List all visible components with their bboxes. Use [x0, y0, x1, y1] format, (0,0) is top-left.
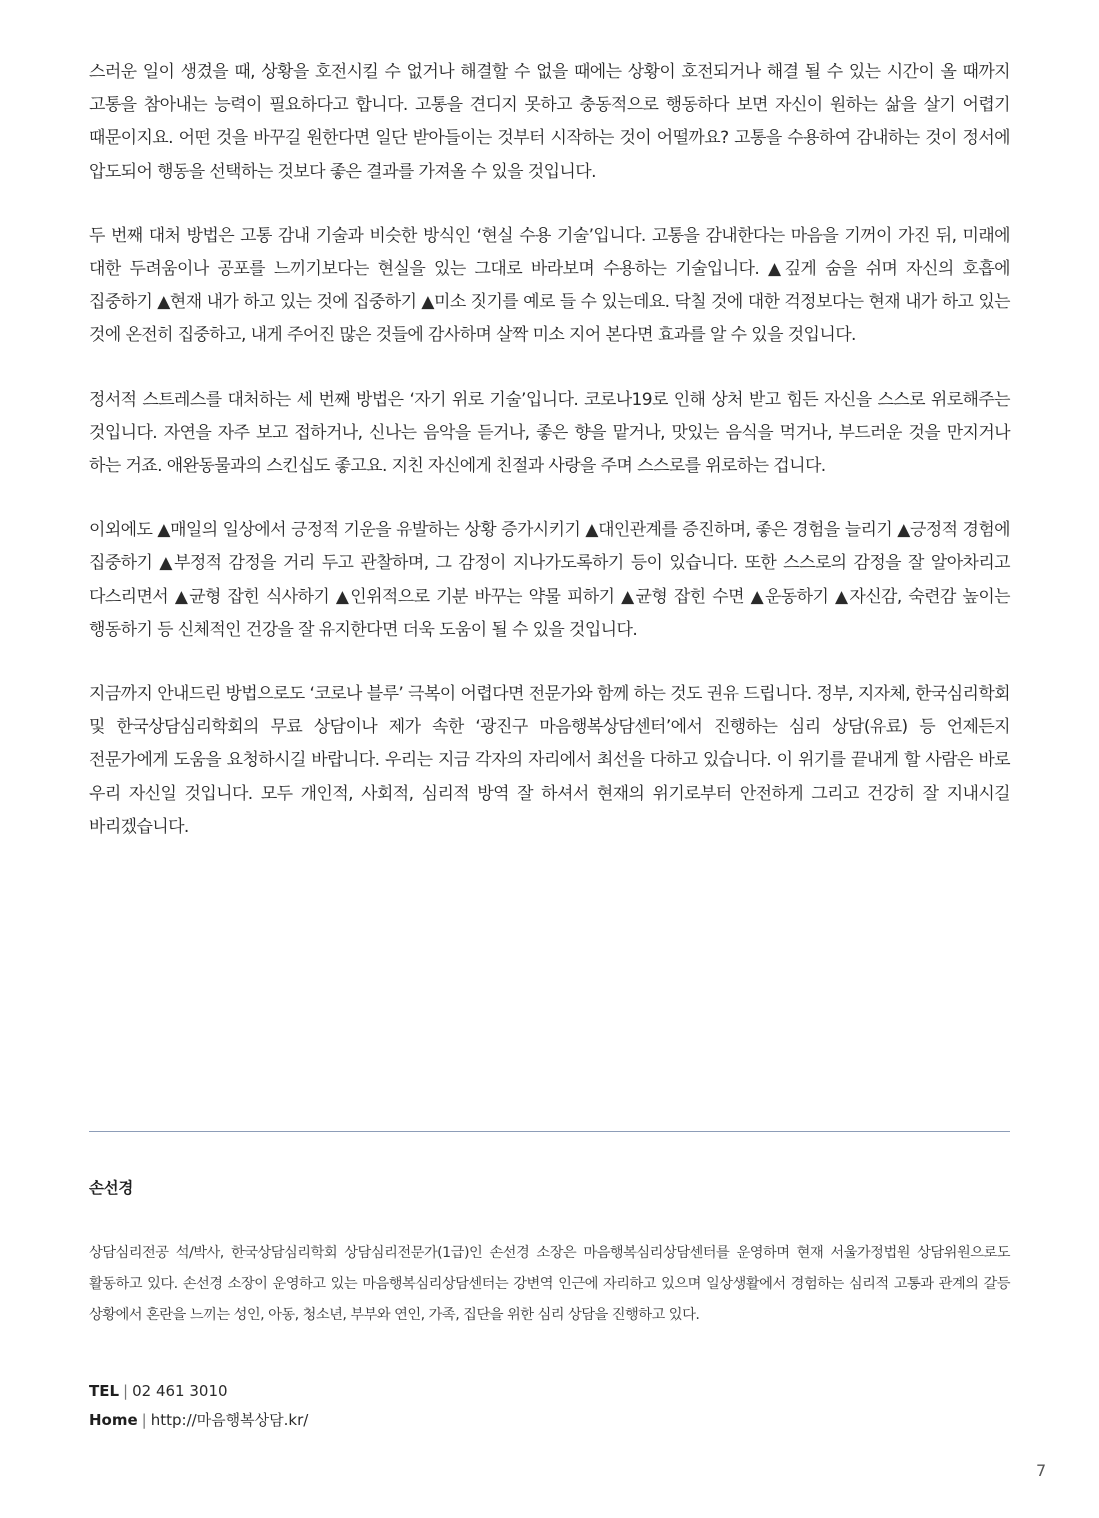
tel-value: 02 461 3010 [132, 1382, 228, 1400]
article-paragraph: 두 번째 대처 방법은 고통 감내 기술과 비슷한 방식인 ‘현실 수용 기술’입니다. 고통을 감내한다는 마음을 기꺼이 가진 뒤, 미래에 대한 두려움이나 공포를 느끼기보다는 현실을 있는 그대로 바라보며 수용하는 기술입니다. ▲깊게 숨을 쉬며 자신의 호흡에 집중하기 ▲현재 내가 하고 있는 것에 집중하기 ▲미소 짓기를 예로 들 수 있는데요. 닥칠 것에 대한 걱정보다는 현재 내가 하고 있는 것에 온전히 집중하고, 내게 주어진 많은 것들에 감사하며 살짝 미소 지어 본다면 효과를 알 수 있을 것입니다. [89, 225, 1010, 346]
home-separator: | [141, 1411, 147, 1429]
article-paragraph: 스러운 일이 생겼을 때, 상황을 호전시킬 수 없거나 해결할 수 없을 때에는 상황이 호전되거나 해결 될 수 있는 시간이 올 때까지 고통을 참아내는 능력이 필요하다고 합니다. 고통을 견디지 못하고 충동적으로 행동하다 보면 자신이 원하는 삶을 살기 어렵기 때문이지요. 어떤 것을 바꾸길 원한다면 일단 받아들이는 것부터 시작하는 것이 어떨까요? 고통을 수용하여 감내하는 것이 정서에 압도되어 행동을 선택하는 것보다 좋은 결과를 가져올 수 있을 것입니다. [89, 62, 1010, 182]
article-paragraph: 이외에도 ▲매일의 일상에서 긍정적 기운을 유발하는 상황 증가시키기 ▲대인관계를 증진하며, 좋은 경험을 늘리기 ▲긍정적 경험에 집중하기 ▲부정적 감정을 거리 두고 관찰하며, 그 감정이 지나가도록하기 등이 있습니다. 또한 스스로의 감정을 잘 알아차리고 다스리면서 ▲균형 잡힌 식사하기 ▲인위적으로 기분 바꾸는 약물 피하기 ▲균형 잡힌 수면 ▲운동하기 ▲자신감, 숙련감 높이는 행동하기 등 신체적인 건강을 잘 유지한다면 더욱 도움이 될 수 있을 것입니다. [89, 520, 1010, 640]
article-paragraph: 지금까지 안내드린 방법으로도 ‘코로나 블루’ 극복이 어렵다면 전문가와 함께 하는 것도 권유 드립니다. 정부, 지자체, 한국심리학회 및 한국상담심리학회의 무료 상담이나 제가 속한 ‘광진구 마음행복상담센터’에서 진행하는 심리 상담(유료) 등 언제든지 전문가에게 도움을 요청하시길 바랍니다. 우리는 지금 각자의 자리에서 최선을 다하고 있습니다. 이 위기를 끝내게 할 사람은 바로 우리 자신일 것입니다. 모두 개인적, 사회적, 심리적 방역 잘 하셔서 현재의 위기로부터 안전하게 그리고 건강히 잘 지내시길 바리겠습니다. [89, 684, 1010, 837]
tel-label: TEL [89, 1382, 120, 1400]
article-body [89, 56, 1010, 875]
author-bio: 상담심리전공 석/박사, 한국상담심리학회 상담심리전문가(1급)인 손선경 소장은 마음행복심리상담센터를 운영하며 현재 서울가정법원 상담위원으로도 활동하고 있다. 손선경 소장이 운영하고 있는 마음행복심리상담센터는 강변역 인근에 자리하고 있으며 일상생활에서 경험하는 심리적 고통과 관계의 갈등 상황에서 혼란을 느끼는 성인, 아동, 청소년, 부부와 연인, 가족, 집단을 위한 심리 상담을 진행하고 있다. [89, 1245, 1010, 1323]
contact-home-row [89, 1406, 308, 1435]
home-url-link[interactable]: http://마음행복상담.kr/ [150, 1411, 309, 1429]
contact-tel-row [89, 1377, 308, 1406]
author-name: 손선경 [89, 1179, 134, 1197]
section-divider [89, 1131, 1010, 1132]
article-paragraph: 정서적 스트레스를 대처하는 세 번째 방법은 ‘자기 위로 기술’입니다. 코로나19로 인해 상처 받고 힘든 자신을 스스로 위로해주는 것입니다. 자연을 자주 보고 접하거나, 신나는 음악을 듣거나, 좋은 향을 맡거나, 맛있는 음식을 먹거나, 부드러운 것을 만지거나 하는 거죠. 애완동물과의 스킨십도 좋고요. 지친 자신에게 친절과 사랑을 주며 스스로를 위로하는 겁니다. [89, 389, 1010, 477]
contact-info [89, 1377, 308, 1435]
tel-separator: | [123, 1382, 129, 1400]
page-number: 7 [1036, 1461, 1047, 1480]
home-label: Home [89, 1411, 138, 1429]
author-section [89, 1176, 1010, 1331]
